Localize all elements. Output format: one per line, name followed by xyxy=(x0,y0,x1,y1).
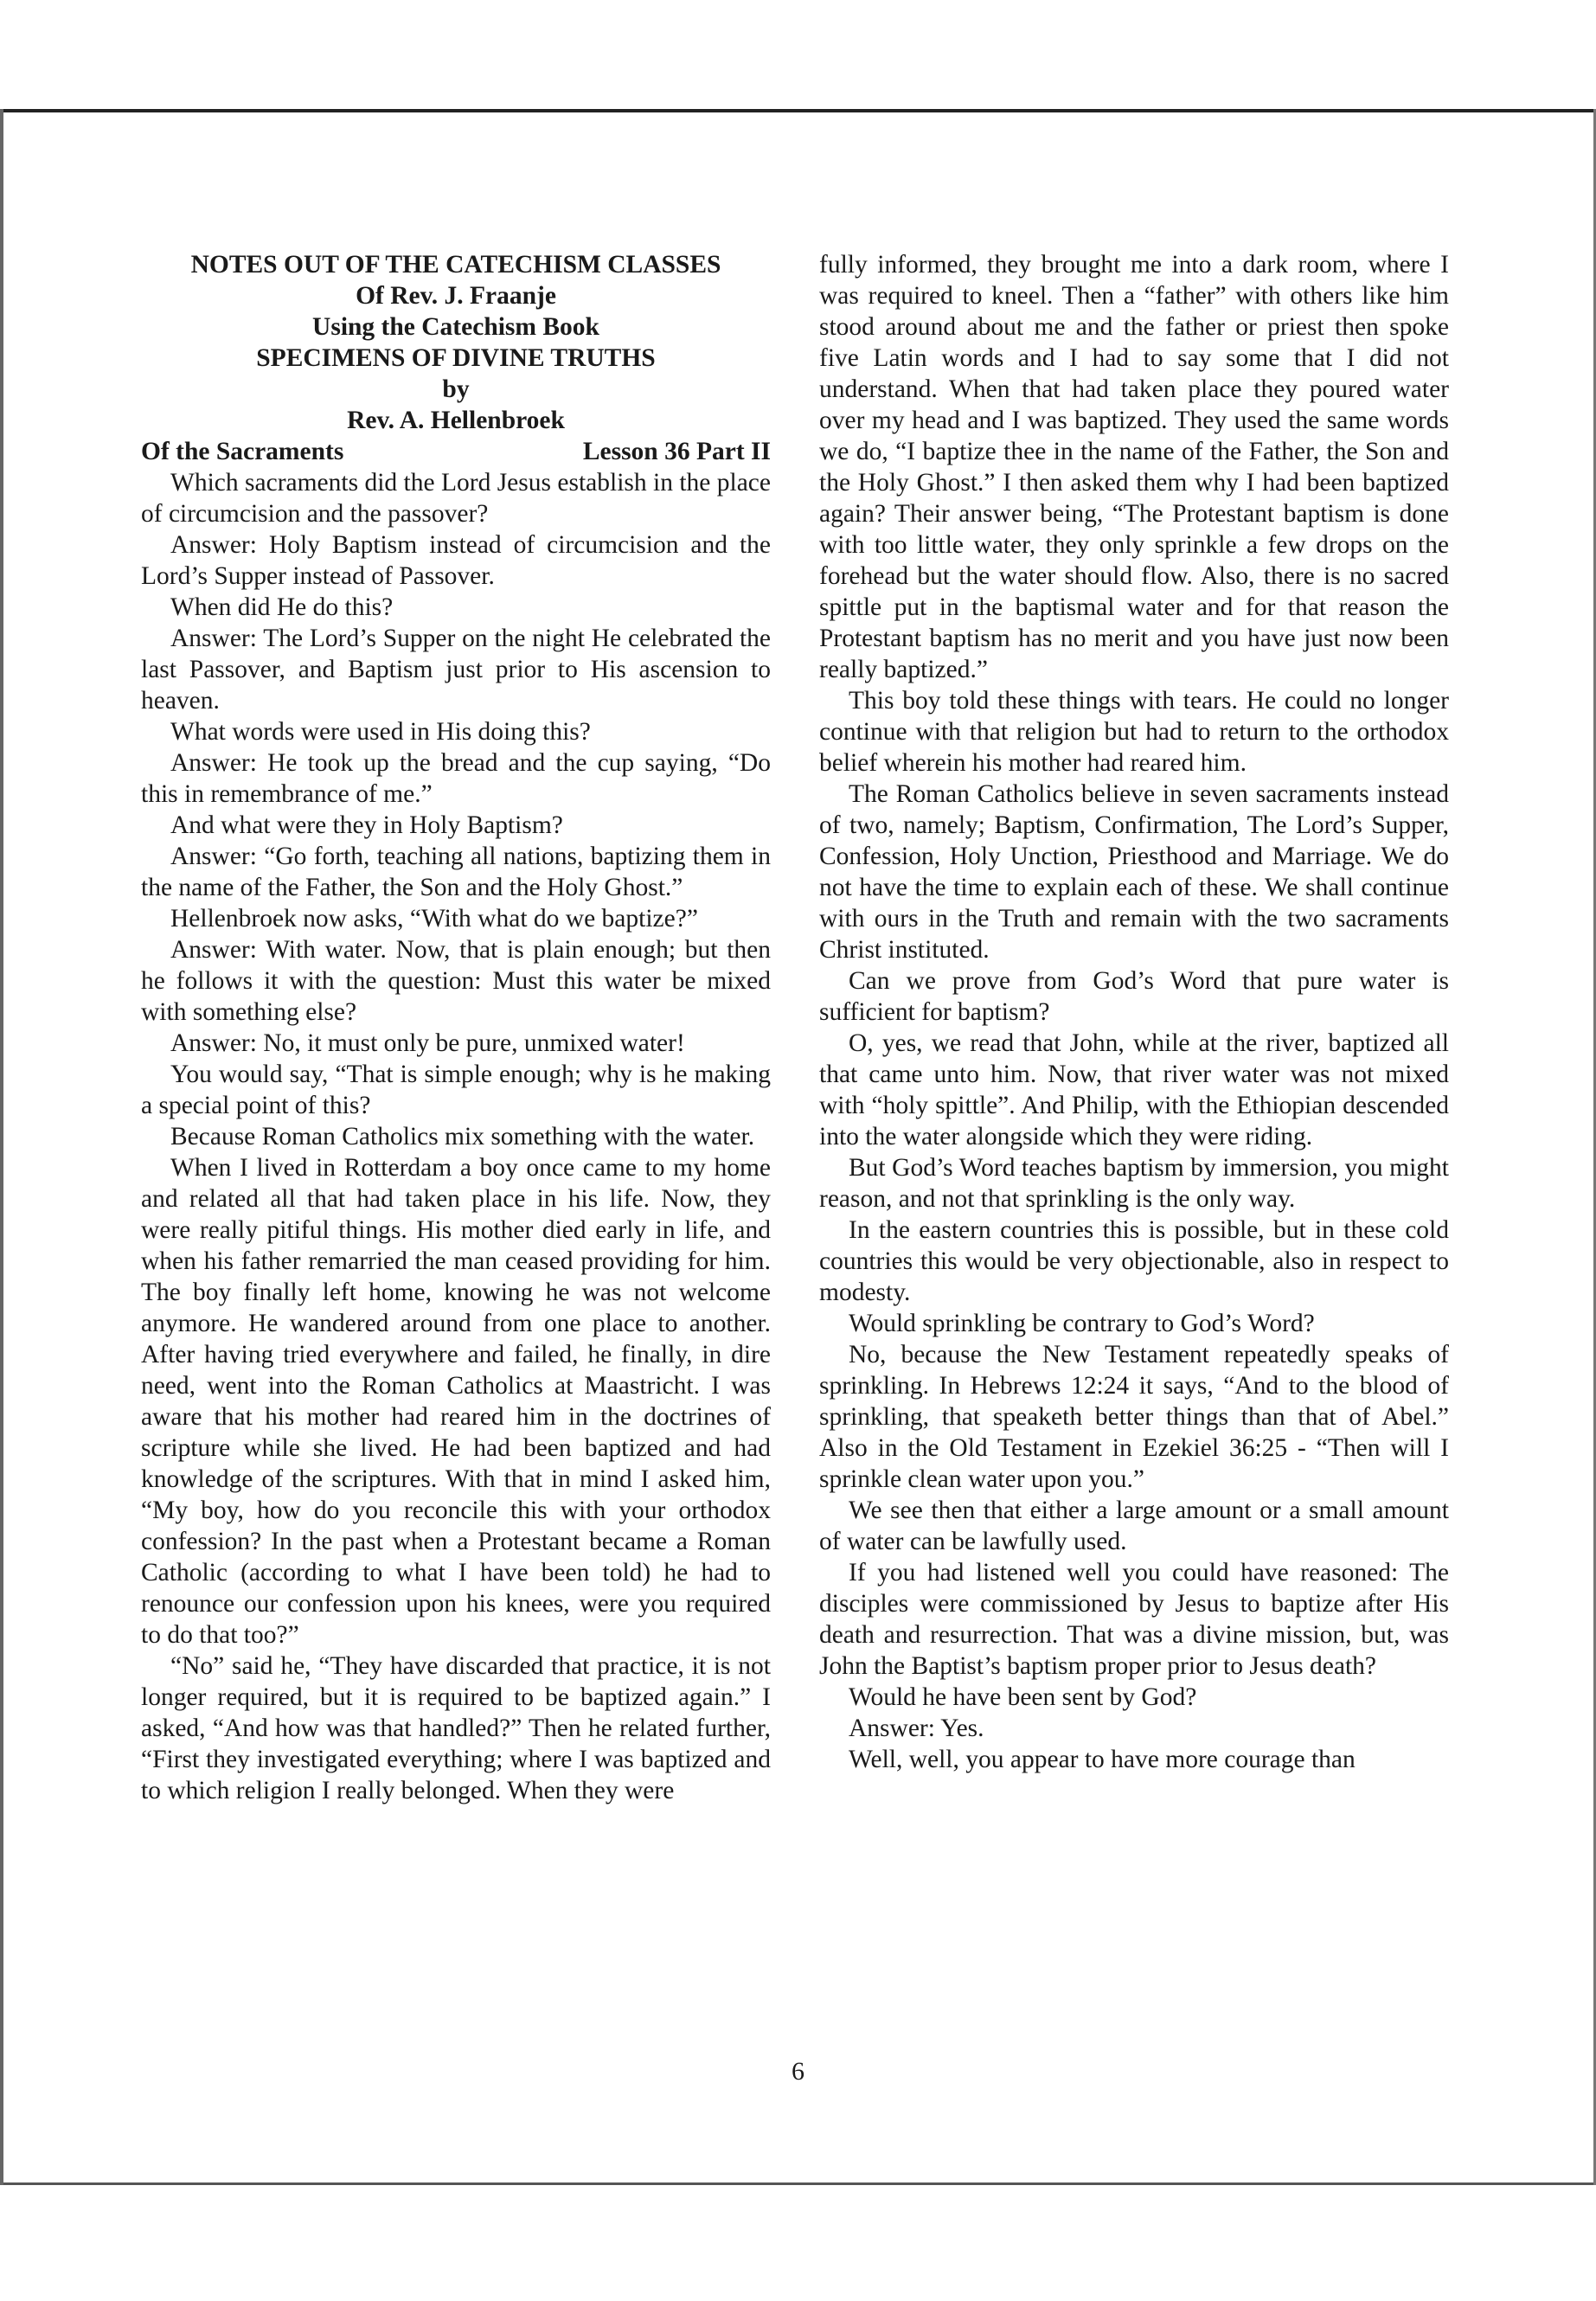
left-column xyxy=(141,249,771,1806)
paragraph: Answer: Yes. xyxy=(849,1715,984,1742)
paragraph: What words were used in His doing this? xyxy=(170,718,591,746)
paragraph: Answer: He took up the bread and the cup saying, “Do this in remembrance of me.” xyxy=(141,749,771,808)
paragraph: But God’s Word teaches baptism by immersion, you might reason, and not that sprinkling is the only way. xyxy=(819,1154,1449,1213)
paragraph: Answer: Holy Baptism instead of circumcision and the Lord’s Supper instead of Passover. xyxy=(141,531,771,590)
paragraph: You would say, “That is simple enough; why is he making a special point of this? xyxy=(141,1061,771,1119)
paragraph: Answer: The Lord’s Supper on the night He celebrated the last Passover, and Baptism just prior to His ascension to heaven. xyxy=(141,625,771,715)
right-column xyxy=(819,249,1449,1775)
paragraph: Answer: With water. Now, that is plain enough; but then he follows it with the question: Must this water be mixed with something else? xyxy=(141,936,771,1026)
section-line xyxy=(141,436,771,467)
paragraph: Which sacraments did the Lord Jesus establish in the place of circumcision and the passover? xyxy=(141,469,771,528)
heading-title: NOTES OUT OF THE CATECHISM CLASSES xyxy=(190,251,721,279)
heading-book-author: Rev. A. Hellenbroek xyxy=(347,407,565,434)
paragraph: In the eastern countries this is possible, but in these cold countries this would be very objectionable, also in respect to modesty. xyxy=(819,1216,1449,1306)
paragraph: Because Roman Catholics mix something with the water. xyxy=(170,1123,755,1150)
paragraph: Answer: No, it must only be pure, unmixed water! xyxy=(170,1029,685,1057)
paragraph: “No” said he, “They have discarded that practice, it is not longer required, but it is required to be baptized again.” I asked, “And how was that handled?” Then he related further, “First they investigated everything; where I was baptized and to which religion I really belonged. When they were xyxy=(141,1652,771,1804)
page-number: 6 xyxy=(792,2057,804,2086)
paragraph: Would sprinkling be contrary to God’s Word? xyxy=(849,1310,1315,1337)
paragraph: Answer: “Go forth, teaching all nations, baptizing them in the name of the Father, the Son and the Holy Ghost.” xyxy=(141,843,771,901)
paragraph: Can we prove from God’s Word that pure water is sufficient for baptism? xyxy=(819,967,1449,1026)
paragraph: O, yes, we read that John, while at the river, baptized all that came unto him. Now, that river water was not mixed with “holy spittle”. And Philip, with the Ethiopian descended into the water alongside which they were riding. xyxy=(819,1029,1449,1150)
scan-edge-left xyxy=(0,109,3,2185)
paragraph: This boy told these things with tears. He could no longer continue with that religion but had to return to the orthodox belief wherein his mother had reared him. xyxy=(819,687,1449,777)
heading-book-title: SPECIMENS OF DIVINE TRUTHS xyxy=(256,344,656,372)
paragraph: Well, well, you appear to have more courage than xyxy=(849,1746,1356,1773)
paragraph: When I lived in Rotterdam a boy once came to my home and related all that had taken place in his life. Now, they were really pitiful things. His mother died early in life, and when his father remarried the man ceased providing for him. The boy finally left home, knowing he was not welcome anymore. He wandered around from one place to another. After having tried everywhere and failed, he finally, in dire need, went into the Roman Catholics at Maastricht. I was aware that his mother had reared him in the doctrines of scripture while she lived. He had been baptized and had knowledge of the scriptures. With that in mind I asked him, “My boy, how do you reconcile this with your orthodox confession? In the past when a Protestant became a Roman Catholic (according to what I have been told) he had to renounce our confession upon his knees, were you required to do that too?” xyxy=(141,1154,771,1649)
paragraph-continued: fully informed, they brought me into a dark room, where I was required to kneel. Then a “father” with others like him stood around about me and the father or priest then spoke five Latin words and I had to say some that I did not understand. When that had taken place they poured water over my head and I was baptized. They used the same words we do, “I baptize thee in the name of the Father, the Son and the Holy Ghost.” I then asked them why I had been baptized again? Their answer being, “The Protestant baptism is done with too little water, they only sprinkle a few drops on the forehead but the water should flow. Also, there is no sacred spittle put in the baptismal water and for that reason the Protestant baptism has no merit and you have just now been really baptized.” xyxy=(819,251,1449,683)
paragraph: No, because the New Testament repeatedly speaks of sprinkling. In Hebrews 12:24 it says, “And to the blood of sprinkling, that speaketh better things than that of Abel.” Also in the Old Testament in Ezekiel 36:25 - “Then will I sprinkle clean water upon you.” xyxy=(819,1341,1449,1493)
heading-author: Of Rev. J. Fraanje xyxy=(356,282,556,310)
paragraph: Hellenbroek now asks, “With what do we baptize?” xyxy=(170,905,698,933)
paragraph: When did He do this? xyxy=(170,593,394,621)
paragraph: We see then that either a large amount or a small amount of water can be lawfully used. xyxy=(819,1497,1449,1555)
lesson-label: Lesson 36 Part II xyxy=(582,438,771,465)
paragraph: And what were they in Holy Baptism? xyxy=(170,811,563,839)
paragraph: Would he have been sent by God? xyxy=(849,1683,1197,1711)
heading-book: Using the Catechism Book xyxy=(312,313,599,341)
heading-by: by xyxy=(442,375,470,403)
paragraph: The Roman Catholics believe in seven sacraments instead of two, namely; Baptism, Confirmation, The Lord’s Supper, Confession, Holy Unction, Priesthood and Marriage. We do not have the time to explain each of these. We shall continue with ours in the Truth and remain with the two sacraments Christ instituted. xyxy=(819,780,1449,964)
section-title: Of the Sacraments xyxy=(141,438,344,465)
paragraph: If you had listened well you could have reasoned: The disciples were commissioned by Jesus to baptize after His death and resurrection. That was a divine mission, but, was John the Baptist’s baptism proper prior to Jesus death? xyxy=(819,1559,1449,1680)
